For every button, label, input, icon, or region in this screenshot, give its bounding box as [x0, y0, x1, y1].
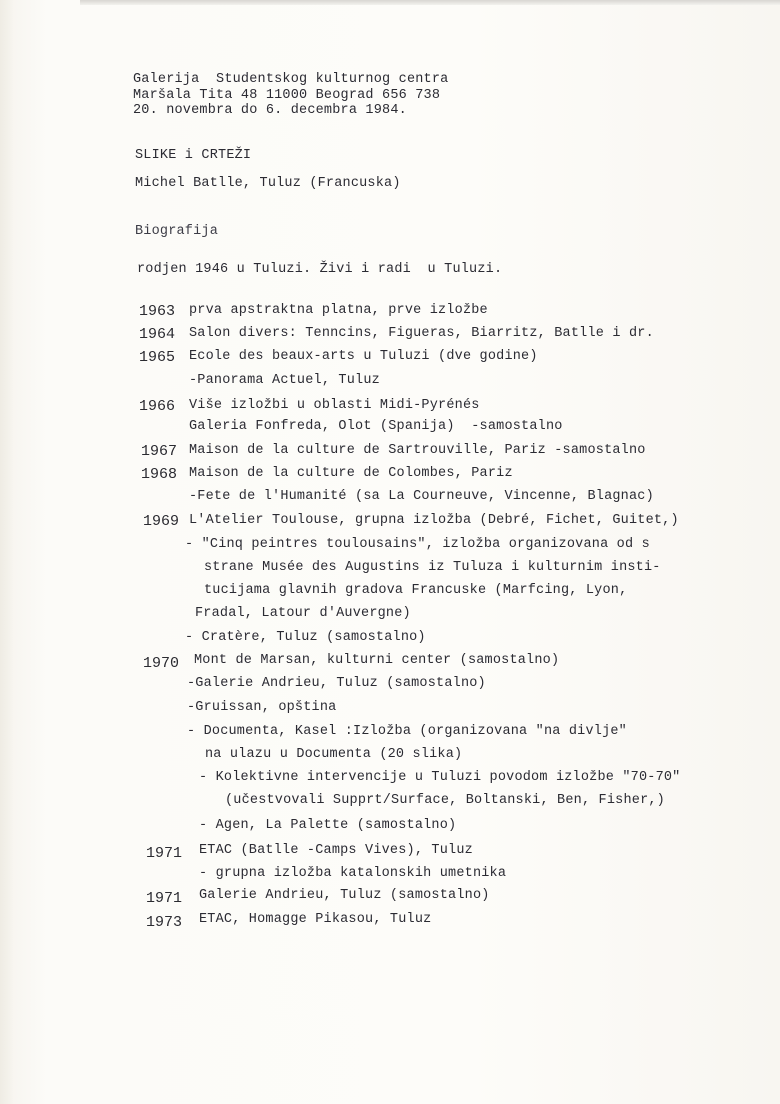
biography-heading: Biografija: [135, 224, 219, 239]
entry-text: Salon divers: Tenncins, Figueras, Biarritz, Batlle i dr.: [189, 326, 654, 341]
entry-text: prva apstraktna platna, prve izložbe: [189, 303, 488, 318]
header-line-2: Maršala Tita 48 11000 Beograd 656 738: [133, 88, 441, 103]
entry-year: 1963: [139, 303, 176, 320]
entry-year: 1968: [141, 466, 178, 483]
entry-text: - Documenta, Kasel :Izložba (organizovana "na divlje": [187, 724, 627, 739]
entry-text: - Agen, La Palette (samostalno): [199, 818, 457, 833]
entry-year: 1973: [146, 914, 183, 931]
entry-text: strane Musée des Augustins iz Tuluza i kulturnim insti-: [204, 560, 661, 575]
entry-text: -Gruissan, opština: [187, 700, 337, 715]
header-line-1: Galerija Studentskog kulturnog centra: [133, 72, 449, 87]
document-title: SLIKE i CRTEŽI: [135, 148, 252, 163]
entry-text: Ecole des beaux-arts u Tuluzi (dve godine): [189, 349, 538, 364]
entry-text: Više izložbi u oblasti Midi-Pyrénés: [189, 398, 480, 413]
entry-year: 1964: [139, 326, 176, 343]
entry-year: 1971: [146, 890, 183, 907]
entry-text: Galerie Andrieu, Tuluz (samostalno): [199, 888, 490, 903]
entry-text: (učestvovali Supprt/Surface, Boltanski, Ben, Fisher,): [225, 793, 665, 808]
entry-text: -Panorama Actuel, Tuluz: [189, 373, 380, 388]
entry-text: - grupna izložba katalonskih umetnika: [199, 866, 507, 881]
entry-text: -Fete de l'Humanité (sa La Courneuve, Vincenne, Blagnac): [189, 489, 654, 504]
entry-text: tucijama glavnih gradova Francuske (Marfcing, Lyon,: [204, 583, 628, 598]
entry-text: L'Atelier Toulouse, grupna izložba (Debré, Fichet, Guitet,): [189, 513, 679, 528]
entry-year: 1969: [143, 513, 180, 530]
entry-text: - Cratère, Tuluz (samostalno): [185, 630, 426, 645]
entry-text: ETAC, Homagge Pikasou, Tuluz: [199, 912, 432, 927]
entry-text: -Galerie Andrieu, Tuluz (samostalno): [187, 676, 486, 691]
page-left-edge: [0, 0, 14, 1104]
entry-text: Mont de Marsan, kulturni center (samostalno): [194, 653, 560, 668]
entry-text: Maison de la culture de Sartrouville, Pariz -samostalno: [189, 443, 646, 458]
artist-line: Michel Batlle, Tuluz (Francuska): [135, 176, 401, 191]
entry-year: 1970: [143, 655, 180, 672]
birth-line: rodjen 1946 u Tuluzi. Živi i radi u Tuluzi.: [137, 262, 503, 277]
entry-text: Fradal, Latour d'Auvergne): [195, 606, 411, 621]
entry-text: - Kolektivne intervencije u Tuluzi povodom izložbe "70-70": [199, 770, 681, 785]
entry-text: na ulazu u Documenta (20 slika): [205, 747, 463, 762]
entry-year: 1971: [146, 845, 183, 862]
header-line-3: 20. novembra do 6. decembra 1984.: [133, 103, 407, 118]
page-top-edge: [80, 0, 780, 5]
entry-year: 1967: [141, 443, 178, 460]
entry-text: ETAC (Batlle -Camps Vives), Tuluz: [199, 843, 473, 858]
entry-text: Maison de la culture de Colombes, Pariz: [189, 466, 513, 481]
entry-text: Galeria Fonfreda, Olot (Spanija) -samostalno: [189, 419, 563, 434]
entry-text: - "Cinq peintres toulousains", izložba organizovana od s: [185, 537, 650, 552]
entry-year: 1965: [139, 349, 176, 366]
entry-year: 1966: [139, 398, 176, 415]
